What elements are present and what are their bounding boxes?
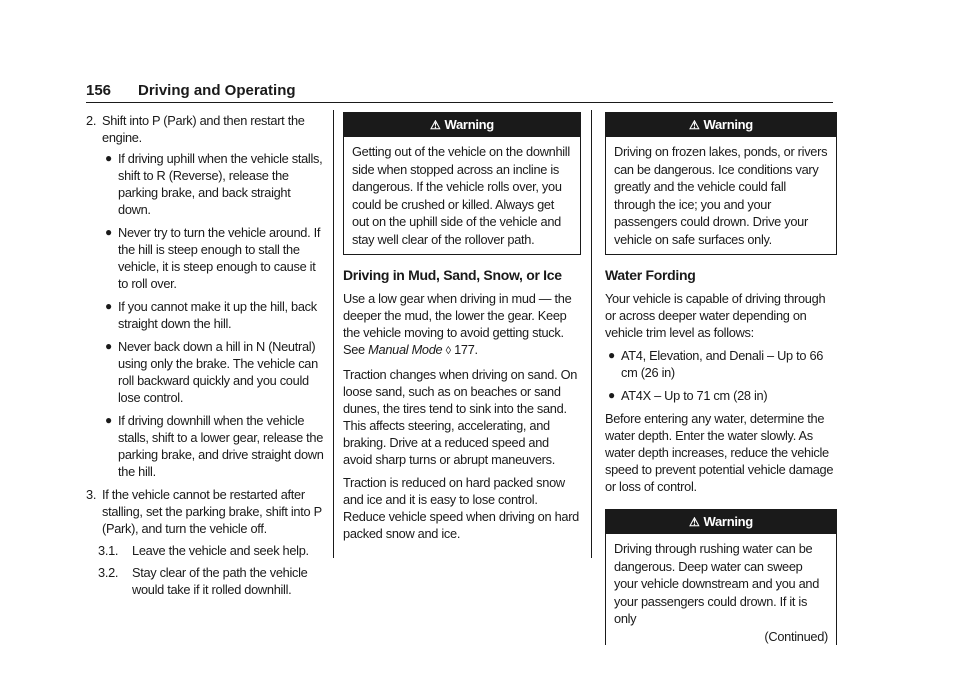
warning-box [605, 509, 837, 645]
warning-icon: ⚠ [689, 118, 700, 132]
column-1 [86, 112, 326, 598]
substep-text: Stay clear of the path the vehicle would take if it rolled downhill. [132, 565, 308, 597]
paragraph: Traction is reduced on hard packed snow and ice and it is easy to lose control. Reduce vehicle speed when driving on hard packed snow and ice. [343, 475, 579, 541]
warning-body: Getting out of the vehicle on the downhill side when stopped across an incline is dangerous. If the vehicle rolls over, you could be crushed or killed. Always get out on the uphill side of the vehicle and stay well clear of the rollover path. [352, 144, 570, 247]
warning-header [344, 113, 580, 137]
cross-reference-link[interactable]: Manual Mode [368, 342, 443, 357]
header-rule [86, 102, 833, 103]
substep-3-1 [86, 542, 326, 559]
paragraph: Use a low gear when driving in mud — the deeper the mud, the lower the gear. Keep the vehicle moving to avoid getting stuck. See Manual Mode ◊ 177. [343, 291, 572, 357]
warning-header [606, 113, 836, 137]
warning-title: Warning [444, 117, 494, 132]
warning-title: Warning [703, 117, 753, 132]
paragraph: Your vehicle is capable of driving through or across deeper water depending on vehicle trim level as follows: [605, 291, 826, 340]
substep-number: 3.2. [98, 565, 119, 580]
paragraph: Traction changes when driving on sand. On loose sand, such as on beaches or sand dunes, the tires tend to sink into the sand. This affects steering, accelerating, and braking. Drive at a reduced speed and avoid sharp turns or abrupt maneuvers. [343, 367, 578, 467]
substep-number: 3.1. [98, 543, 119, 558]
list-item: ● Never try to turn the vehicle around. If the hill is steep enough to stall the vehicle, it is steep enough to cause it to roll over. [105, 225, 321, 291]
warning-icon: ⚠ [689, 515, 700, 529]
bullet-icon: ● [608, 388, 615, 402]
trim-bullets [605, 347, 837, 404]
bullet-icon: ● [105, 151, 112, 165]
list-item: ● Never back down a hill in N (Neutral) using only the brake. The vehicle can roll backward quickly and you could lose control. [105, 339, 318, 405]
step-2 [86, 112, 326, 146]
chapter-title: Driving and Operating [138, 82, 296, 99]
warning-body: Driving through rushing water can be dangerous. Deep water can sweep your vehicle downstream and you and your passengers could drown. If it is only (Continued) [614, 541, 828, 644]
warning-icon: ⚠ [430, 118, 441, 132]
list-item: ● AT4, Elevation, and Denali – Up to 66 cm (26 in) [608, 348, 824, 380]
list-item: ● If driving uphill when the vehicle stalls, shift to R (Reverse), release the parking brake, and back straight down. [105, 151, 323, 217]
step-number: 3. [86, 487, 97, 502]
page-ref-number: 177 [454, 342, 475, 357]
page-ref-icon: ◊ [445, 345, 451, 357]
paragraph: Before entering any water, determine the water depth. Enter the water slowly. As water depth increases, reduce the vehicle speed to prevent potential vehicle damage or loss of control. [605, 411, 834, 494]
step-text: If the vehicle cannot be restarted after stalling, set the parking brake, shift into P (Park), and turn the vehicle off. [102, 487, 322, 536]
warning-box [343, 112, 581, 255]
bullet-icon: ● [105, 339, 112, 353]
warning-body: Driving on frozen lakes, ponds, or rivers can be dangerous. Ice conditions vary greatly and the vehicle could fall through the ice; you and your passengers could drown. Drive your vehicle on safe surfaces only. [614, 144, 828, 247]
warning-title: Warning [703, 514, 753, 529]
bullet-icon: ● [105, 299, 112, 313]
list-item: ● AT4X – Up to 71 cm (28 in) [608, 388, 768, 403]
substep-3-2 [86, 564, 326, 598]
continued-label: (Continued) [764, 628, 828, 644]
column-divider [333, 110, 334, 558]
step-3 [86, 486, 326, 537]
warning-box [605, 112, 837, 255]
list-item: ● If driving downhill when the vehicle stalls, shift to a lower gear, release the parking brake, and drive straight down the hill. [105, 413, 324, 479]
step-number: 2. [86, 113, 97, 128]
bullet-icon: ● [105, 225, 112, 239]
step-2-bullets [102, 150, 326, 480]
section-title: Water Fording [605, 267, 696, 283]
page-number: 156 [86, 82, 112, 99]
column-divider [591, 110, 592, 558]
column-2 [343, 112, 581, 548]
section-title: Driving in Mud, Sand, Snow, or Ice [343, 267, 562, 283]
bullet-icon: ● [608, 348, 615, 362]
list-item: ● If you cannot make it up the hill, back straight down the hill. [105, 299, 317, 331]
bullet-icon: ● [105, 413, 112, 427]
step-text: Shift into P (Park) and then restart the engine. [102, 113, 305, 145]
substep-text: Leave the vehicle and seek help. [132, 543, 309, 558]
warning-header [606, 510, 836, 534]
column-3 [605, 112, 837, 645]
